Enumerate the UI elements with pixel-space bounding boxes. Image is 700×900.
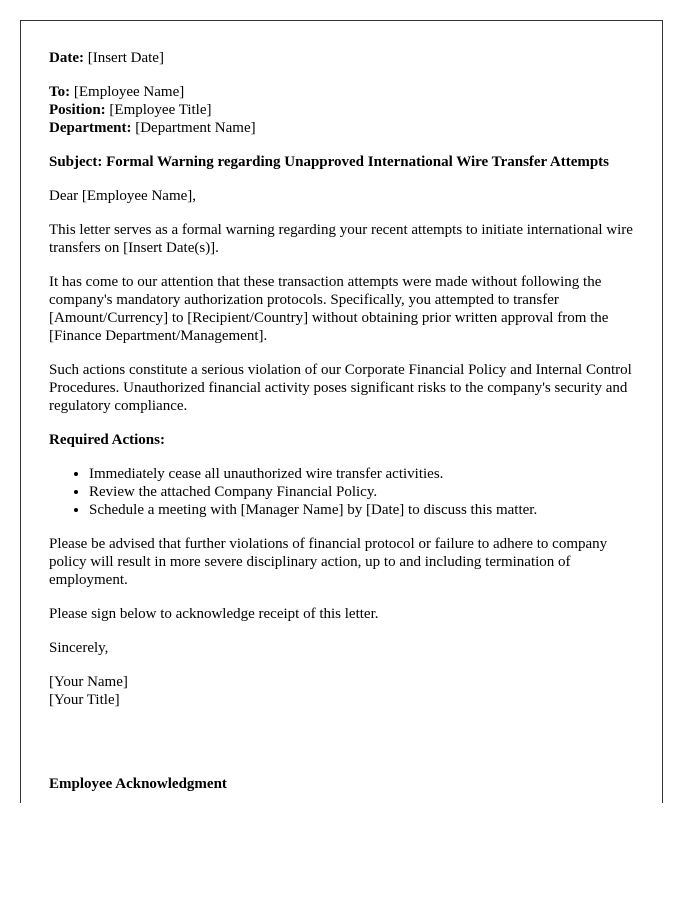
sign-off: Sincerely, — [49, 640, 109, 656]
list-item: • Review the attached Company Financial Policy. — [89, 483, 634, 501]
list-item: • Schedule a meeting with [Manager Name] by [Date] to discuss this matter. — [89, 501, 634, 519]
sign-request: Please sign below to acknowledge receipt of this letter. — [49, 606, 379, 622]
department-value: [Department Name] — [135, 120, 256, 136]
body-paragraph: It has come to our attention that these transaction attempts were made without following the company's mandatory authorization protocols. Specifically, you attempted to transfer [Amount/Currency] to [Recipient/Country] without obtaining prior written approval from the [Finance Department/Management]. — [49, 274, 609, 344]
recipient-block: To: [Employee Name] Position: [Employee Title] Department: [Department Name] — [49, 84, 256, 136]
list-item: • Immediately cease all unauthorized wire transfer activities. — [89, 465, 634, 483]
sender-name: [Your Name] — [49, 674, 128, 690]
subject-line: Subject: Formal Warning regarding Unapproved International Wire Transfer Attempts — [49, 154, 610, 170]
position-value: [Employee Title] — [109, 102, 212, 118]
date-line: Date: [Insert Date] — [49, 50, 164, 66]
date-value: [Insert Date] — [87, 50, 164, 66]
required-actions-heading: Required Actions: — [49, 432, 165, 448]
sender-title: [Your Title] — [49, 692, 120, 708]
to-value: [Employee Name] — [73, 84, 185, 100]
letter-page — [20, 20, 663, 803]
acknowledgment-heading: Employee Acknowledgment — [49, 776, 227, 792]
body-paragraph: This letter serves as a formal warning regarding your recent attempts to initiate international wire transfers on [Insert Date(s)]. — [49, 222, 633, 256]
required-actions-list — [49, 465, 634, 519]
warning-paragraph: Please be advised that further violations of financial protocol or failure to adhere to company policy will result in more severe disciplinary action, up to and including termination of employment. — [49, 536, 608, 588]
signature-block — [49, 673, 634, 709]
salutation: Dear [Employee Name], — [49, 188, 197, 204]
body-paragraph: Such actions constitute a serious violation of our Corporate Financial Policy and Internal Control Procedures. Unauthorized financial activity poses significant risks to the company's security and regulatory compliance. — [49, 362, 632, 414]
